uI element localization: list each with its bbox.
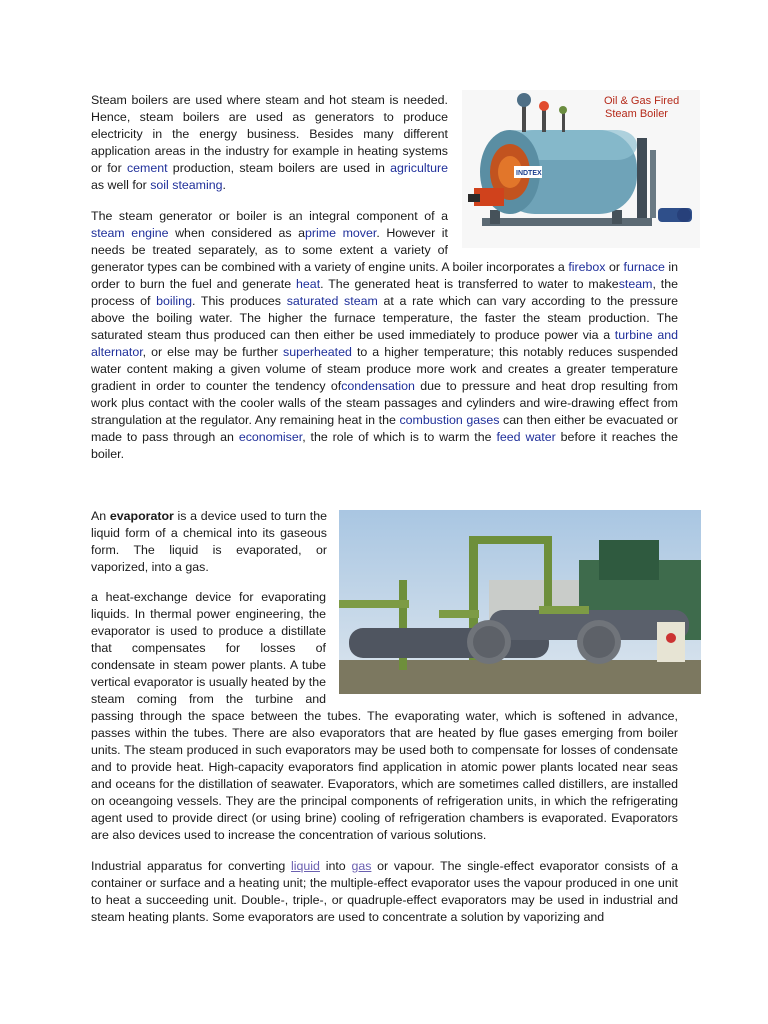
link-liquid[interactable]: liquid [291, 859, 320, 873]
link-soil-steaming[interactable]: soil steaming [150, 178, 223, 192]
link-turbine-alternator[interactable]: turbine and alternator [91, 328, 678, 359]
paragraph-text: . This produces [191, 294, 287, 308]
boiler-brand-text: INDTEX [516, 170, 542, 177]
paragraph-text: . The generated heat is transferred to water to make [320, 277, 619, 291]
paragraph-text: or vapour. The single-effect evaporator consists of a container or surface and a heating unit; the multiple-effect evaporator uses the vapour produced in one unit to heat a succeeding unit. Double-, triple-, or quadruple-effect evaporators may be used in industrial and steam heating plants. Some evaporators are used to concentrate a solution by vaporizing and [91, 859, 678, 924]
link-gas[interactable]: gas [351, 859, 372, 873]
paragraph-text: Steam boilers are used where steam and hot steam is needed. Hence, steam boilers are used as generators to produce electricity in the energy business. Besides many different application areas in the industry for example in heating systems or for [91, 93, 448, 175]
paragraph-text: or [605, 260, 624, 274]
link-boiling[interactable]: boiling [156, 294, 192, 308]
link-saturated-steam[interactable]: saturated steam [286, 294, 378, 308]
paragraph-text: is a device used to turn the liquid form of a chemical into its gaseous form. The liquid is evaporated, or vaporized, into a gas. [91, 509, 327, 574]
link-heat[interactable]: heat [296, 277, 321, 291]
boiler-caption-line1: Oil & Gas Fired [604, 95, 680, 107]
paragraph-steam-boilers [91, 92, 448, 194]
paragraph-industrial-apparatus [91, 858, 678, 926]
paragraph-text: when considered as a [168, 226, 306, 240]
paragraph-evaporator-definition [91, 508, 327, 576]
paragraph-text: An [91, 509, 110, 523]
link-furnace[interactable]: furnace [623, 260, 665, 274]
image-spacer [326, 589, 678, 705]
paragraph-steam-generator [91, 208, 678, 463]
paragraph-text: , the role of which is to warm the [302, 430, 497, 444]
link-feed-water[interactable]: feed water [496, 430, 556, 444]
link-steam[interactable]: steam [618, 277, 653, 291]
paragraph-text: in order to burn the fuel and generate [91, 260, 678, 291]
link-combustion-gases[interactable]: combustion gases [399, 413, 500, 427]
link-cement[interactable]: cement [126, 161, 168, 175]
evaporator-term: evaporator [109, 509, 174, 523]
link-agriculture[interactable]: agriculture [390, 161, 448, 175]
link-economiser[interactable]: economiser [238, 430, 303, 444]
paragraph-text: The steam generator or boiler is an integral component of a [91, 209, 448, 223]
paragraph-text: at a rate which can vary according to the pressure above the boiling water. The higher the furnace temperature, the faster the steam production. The saturated steam thus produced can then either be used immediately to produce power via a [91, 294, 678, 342]
paragraph-text: before it reaches the boiler. [91, 430, 679, 461]
paragraph-text: , or else may be further [142, 345, 284, 359]
link-steam-engine[interactable]: steam engine [91, 226, 169, 240]
paragraph-text: due to pressure and heat drop resulting from work plus contact with the cooler walls of the steam passages and cylinders and wire-drawing effect from strangulation at the regulator. Any remaining heat in the [91, 379, 678, 427]
link-condensation[interactable]: condensation [341, 379, 415, 393]
link-prime-mover[interactable]: prime mover [305, 226, 377, 240]
paragraph-heat-exchange-device [91, 589, 678, 844]
link-firebox[interactable]: firebox [568, 260, 606, 274]
paragraph-text: as well for [91, 178, 151, 192]
paragraph-text: into [319, 859, 352, 873]
image-spacer [448, 208, 678, 253]
paragraph-text: Industrial apparatus for converting [91, 859, 292, 873]
paragraph-text: can then either be evacuated or made to pass through an [91, 413, 678, 444]
paragraph-text: . However it needs be treated separately, as to some extent a variety of generator types can be combined with a variety of engine units. A boiler incorporates a [91, 226, 569, 274]
paragraph-text: production, steam boilers are used in [167, 161, 391, 175]
boiler-caption-line2: Steam Boiler [605, 108, 668, 120]
paragraph-text: a heat-exchange device for evaporating liquids. In thermal power engineering, the evaporator is used to produce a distillate that compensates for losses of condensate in steam power plants. A tube vertical evaporator is usually heated by the steam coming from the turbine and passing through the space between the tubes. The evaporating water, which is softened in advance, passes within the tubes. There are also evaporators that are heated by flue gases emerging from boiler units. The steam produced in such evaporators may be used both to compensate for losses of condensate and to provide heat. High-capacity evaporators find application in atomic power plants located near seas and oceans for the distillation of seawater. Evaporators, which are sometimes called distillers, are installed on oceangoing vessels. They are the principal components of refrigeration units, in which the refrigerating agent used to provide direct (or using brine) cooling of refrigeration chambers is evaporated. Evaporators are also devices used to increase the concentration of various solutions. [91, 590, 678, 842]
link-superheated[interactable]: superheated [283, 345, 352, 359]
paragraph-text: to a higher temperature; this notably reduces suspended water content making a given volume of steam produce more work and creates a greater temperature gradient in order to counter the tendency of [91, 345, 678, 393]
paragraph-text: , the process of [91, 277, 678, 308]
paragraph-text: . [222, 178, 226, 192]
